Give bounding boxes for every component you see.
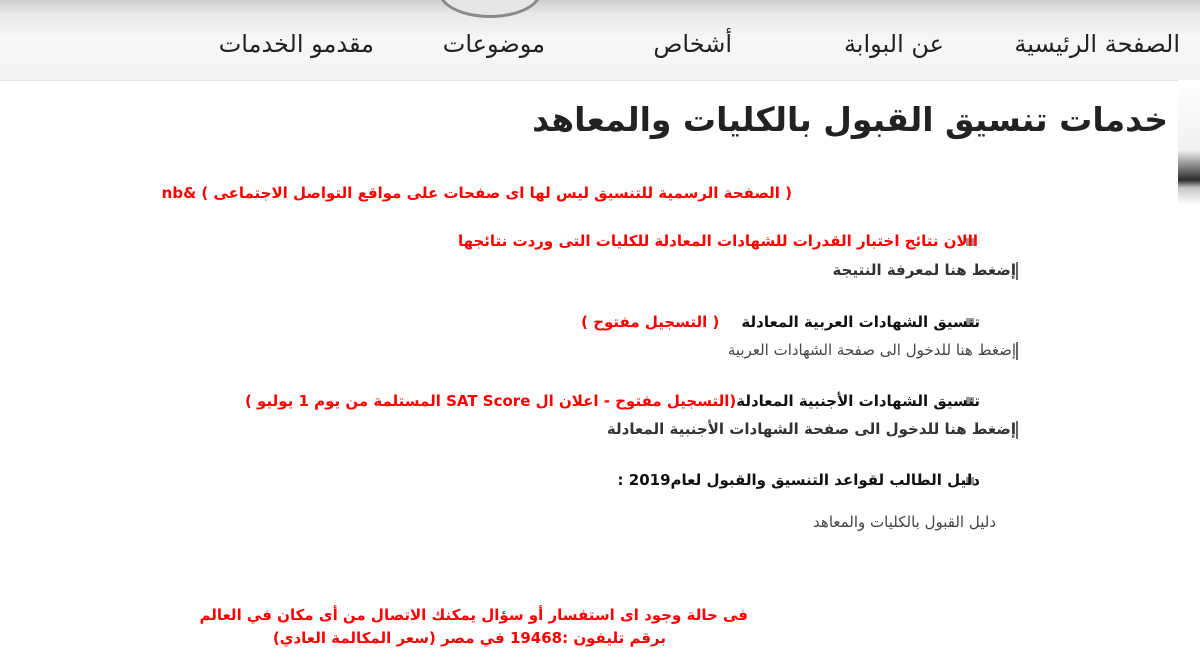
top-navigation-bar [0,0,1200,81]
nav-item-about-portal[interactable]: عن البوابة [843,30,944,58]
section-2-arabic-certificates-link[interactable]: إضغط هنا للدخول الى صفحة الشهادات العربية [727,341,1016,359]
nav-item-home[interactable]: الصفحة الرئيسية [1014,30,1180,58]
contact-info-line-1: فى حالة وجود اى استفسار أو سؤال يمكنك الاتصال من أى مكان في العالم [199,606,748,624]
section-1-results-link[interactable]: إضغط هنا لمعرفة النتيجة [832,261,1016,279]
section-3-status: (التسجيل مفتوح - اعلان ال SAT Score المستلمة من يوم 1 يوليو ) [244,392,737,410]
official-page-notice: ( الصفحة الرسمية للتنسيق ليس لها اى صفحات على مواقع التواصل الاجتماعى ) &nb [161,184,792,202]
section-3-link-marker [1016,421,1018,439]
section-2-heading-row [581,313,980,331]
nav-item-service-providers[interactable]: مقدمو الخدمات [218,30,374,58]
section-1-heading: االان نتائج اختبار القدرات للشهادات المعادلة للكليات التى وردت نتائجها [457,232,978,250]
section-2-link-marker [1016,342,1018,360]
section-2-heading: تنسيق الشهادات العربية المعادلة [741,313,980,331]
section-4-heading: دليل الطالب لقواعد التنسيق والقبول لعام2019 : [617,471,980,489]
decorative-flag-strip [1178,80,1200,240]
admission-guide-link[interactable]: دليل القبول بالكليات والمعاهد [813,513,996,531]
nav-item-topics[interactable]: موضوعات [442,30,545,58]
page-title: خدمات تنسيق القبول بالكليات والمعاهد [532,100,1168,139]
section-2-status: ( التسجيل مفتوح ) [581,313,720,331]
section-3-foreign-certificates-link[interactable]: إضغط هنا للدخول الى صفحة الشهادات الأجنبية المعادلة [606,420,1016,438]
contact-info-line-2: برقم تليفون :19468 في مصر (سعر المكالمة العادي) [272,629,666,647]
section-3-heading: تنسيق الشهادات الأجنبية المعادلة [736,392,980,410]
section-3-heading-row [245,392,980,410]
section-1-link-marker [1016,262,1018,280]
nav-item-people[interactable]: أشخاص [653,30,732,58]
portal-emblem-icon [438,0,542,18]
